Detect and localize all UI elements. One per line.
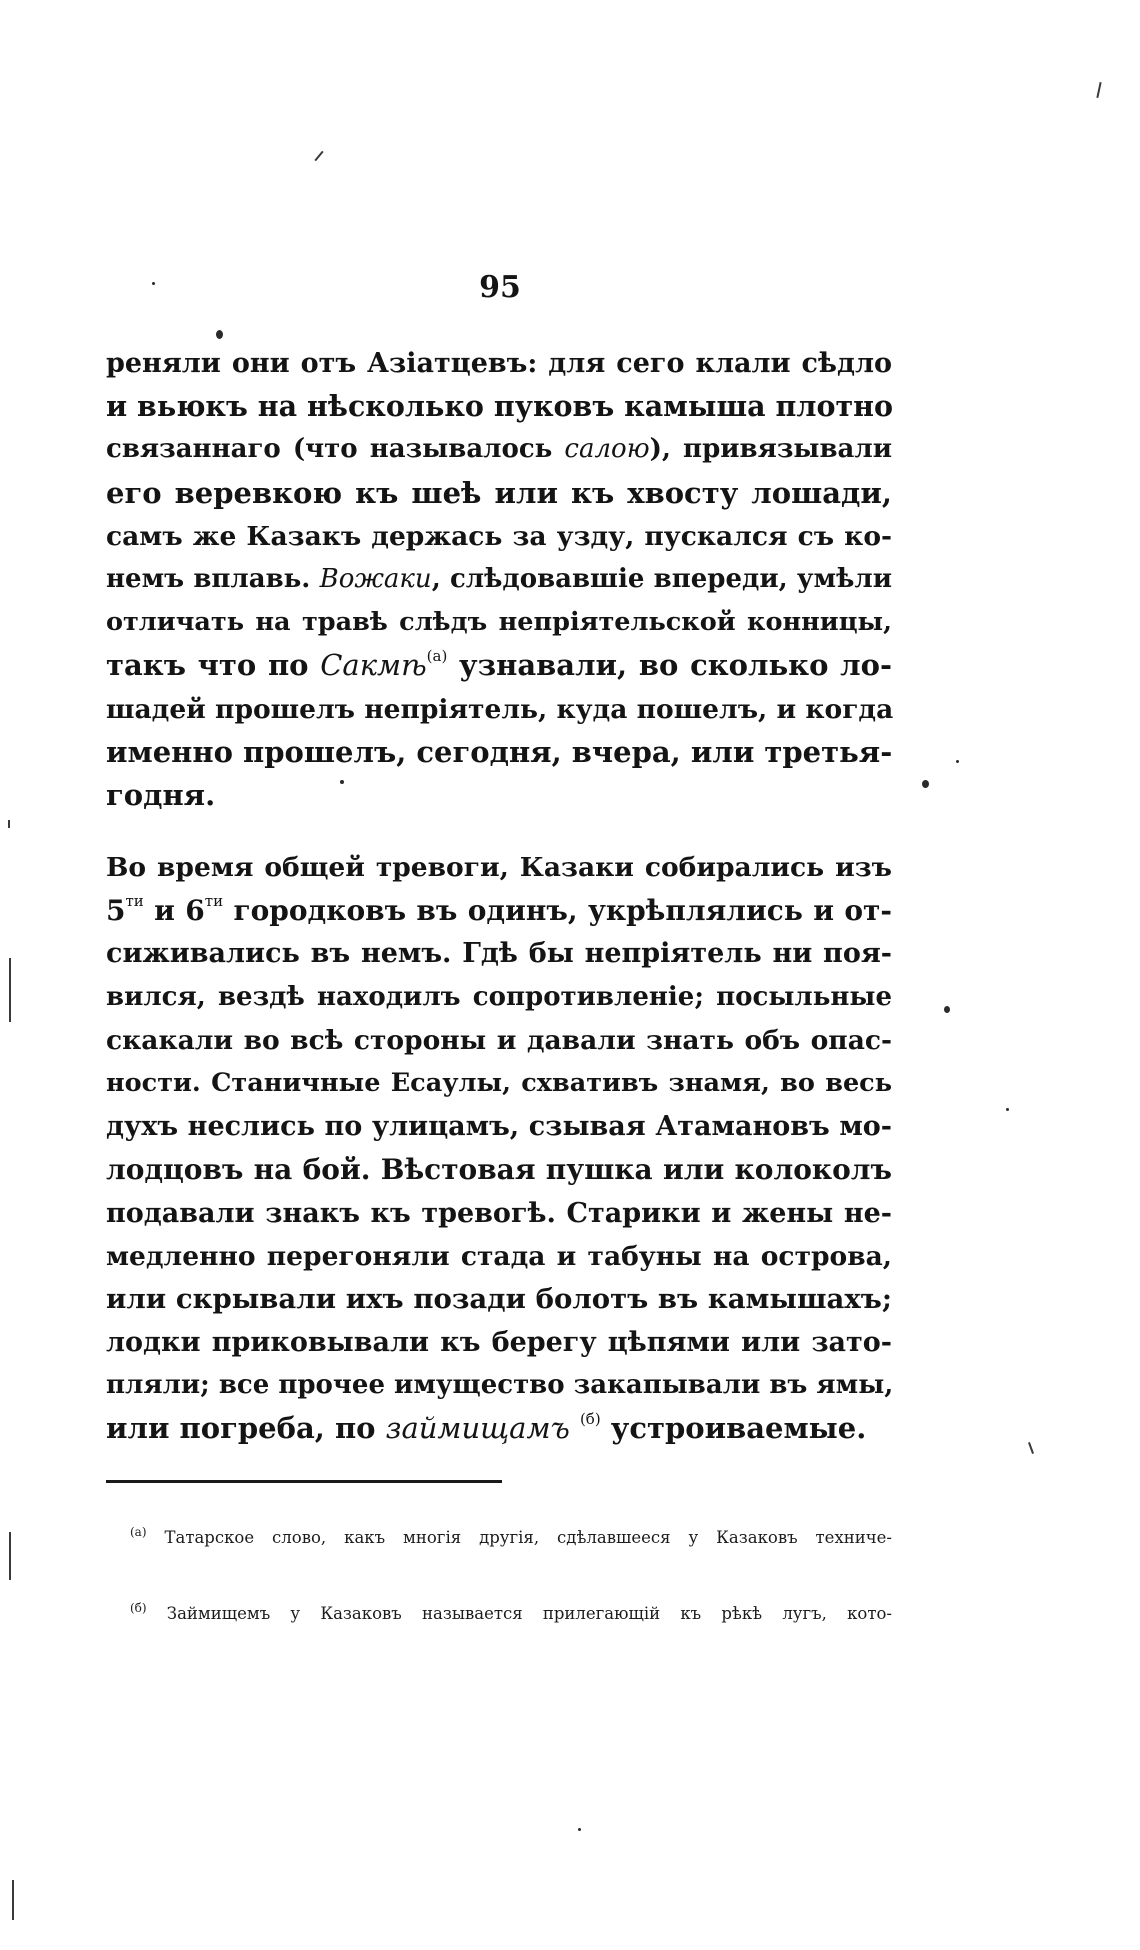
text-segment: подавали знакъ къ тревогѣ. Старики и жены не- — [106, 1197, 892, 1229]
text-segment: или погреба, по — [106, 1411, 386, 1446]
scan-mark — [1028, 1442, 1034, 1454]
text-segment: ), привязывали — [649, 434, 893, 465]
italic-term: займищамъ — [385, 1411, 570, 1446]
scan-speck — [216, 330, 223, 339]
scan-speck — [1006, 1108, 1009, 1111]
text-line — [106, 1192, 892, 1235]
text-segment: пляли; все прочее имущество закапывали въ ямы, — [106, 1370, 894, 1401]
text-segment: немъ вплавь. — [106, 563, 320, 594]
text-segment: сиживались въ немъ. Гдѣ бы непріятель ни поя- — [106, 938, 892, 970]
footnote-a-text-1: Татарское слово, какъ многія другія, сдѣлавшееся у Казаковъ техниче- — [146, 1528, 892, 1547]
text-segment: лодки приковывали къ берегу цѣпями или зато- — [106, 1327, 892, 1359]
footnote-separator-rule — [106, 1480, 502, 1483]
text-segment: шадей прошелъ непріятель, куда пошелъ, и когда — [106, 693, 894, 725]
footnote-reference: ти — [125, 892, 144, 911]
text-line — [106, 342, 892, 385]
footnote-b-mark: (б) — [130, 1601, 147, 1615]
text-segment: самъ же Казакъ держась за узду, пускался съ ко- — [106, 520, 892, 552]
footnote-reference: (а) — [426, 647, 448, 666]
text-line — [106, 1105, 892, 1148]
text-segment: или скрывали ихъ позади болотъ въ камышахъ; — [106, 1282, 892, 1315]
text-line — [106, 644, 892, 687]
footnote-a — [130, 1523, 892, 1583]
text-line — [106, 385, 892, 428]
text-segment: и 6 — [143, 894, 205, 928]
text-line — [106, 1407, 892, 1450]
footnote-b — [130, 1599, 892, 1659]
text-segment: лодцовъ на бой. Вѣстовая пушка или колоколъ — [106, 1153, 892, 1187]
scan-speck — [922, 780, 929, 788]
text-segment: скакали во всѣ стороны и давали знать объ опас- — [106, 1024, 892, 1056]
footnote-reference: ти — [204, 892, 224, 911]
text-line — [106, 731, 892, 774]
scan-mark — [314, 151, 323, 161]
text-segment: реняли они отъ Азіатцевъ: для сего клали сѣдло — [106, 348, 892, 379]
text-segment: , слѣдовавшіе впереди, умѣли — [431, 563, 893, 594]
text-line — [106, 932, 892, 975]
text-segment: его веревкою къ шеѣ или къ хвосту лошади, — [106, 475, 892, 510]
text-line — [106, 515, 892, 558]
scan-mark — [8, 820, 10, 828]
footnote-a-line-1 — [130, 1523, 892, 1553]
italic-term: Сакмѣ — [320, 648, 427, 683]
scan-mark — [1096, 82, 1101, 98]
text-segment: устроиваемые. — [600, 1411, 867, 1446]
text-segment: духъ неслись по улицамъ, сзывая Атамановъ мо- — [106, 1111, 892, 1143]
text-line — [106, 428, 892, 471]
text-line — [106, 558, 892, 601]
text-segment: городковъ въ одинъ, укрѣплялись и от- — [223, 894, 893, 928]
text-segment: вился, вездѣ находилъ сопротивленіе; посыльные — [106, 981, 892, 1012]
text-segment — [570, 1411, 580, 1445]
text-line — [106, 601, 892, 644]
footnote-reference: (б) — [579, 1410, 601, 1429]
text-line — [106, 889, 892, 932]
text-line — [106, 1278, 892, 1321]
scan-mark — [12, 1880, 14, 1920]
italic-term: салою — [564, 434, 650, 465]
text-line — [106, 1235, 892, 1278]
scan-speck — [956, 760, 959, 763]
footnote-b-text-1: Займищемъ у Казаковъ называется прилегающій къ рѣкѣ лугъ, кото- — [146, 1604, 892, 1623]
text-line — [106, 774, 892, 817]
scan-speck — [152, 282, 155, 285]
text-segment: связаннаго (что называлось — [106, 434, 565, 465]
text-line — [106, 1364, 892, 1407]
text-segment: и вьюкъ на нѣсколько пуковъ камыша плотно — [106, 389, 894, 424]
footnote-b-line-1 — [130, 1599, 892, 1629]
scan-mark — [9, 1532, 11, 1580]
italic-term: Вожаки — [319, 563, 432, 594]
paragraph-2 — [106, 846, 892, 1451]
text-line — [106, 1062, 892, 1105]
scan-speck — [944, 1006, 950, 1013]
text-line — [106, 688, 892, 731]
text-line — [106, 1321, 892, 1364]
text-segment: годня. — [106, 777, 216, 812]
text-line — [106, 846, 892, 889]
footnote-a-line-2 — [106, 1553, 892, 1583]
text-segment: ности. Станичные Есаулы, схвативъ знамя, во весь — [106, 1067, 892, 1098]
scan-speck — [340, 780, 344, 784]
text-line — [106, 1148, 892, 1191]
text-segment: 5 — [106, 894, 126, 928]
page-number: 95 — [479, 270, 521, 305]
footnote-a-mark: (а) — [130, 1525, 147, 1539]
text-segment: Во время общей тревоги, Казаки собирались изъ — [106, 852, 892, 883]
paragraph-1 — [106, 342, 892, 817]
footnote-b-line-2 — [106, 1629, 892, 1659]
text-line — [106, 472, 892, 515]
scan-speck — [578, 1828, 581, 1831]
scan-mark — [9, 958, 11, 1022]
text-segment: такъ что по — [106, 648, 321, 683]
text-segment: отличать на травѣ слѣдъ непріятельской конницы, — [106, 607, 892, 638]
text-line — [106, 976, 892, 1019]
text-line — [106, 1019, 892, 1062]
text-segment: именно прошелъ, сегодня, вчера, или третья- — [106, 734, 893, 769]
text-segment: узнавали, во сколько ло- — [447, 648, 892, 683]
text-segment: медленно перегоняли стада и табуны на острова, — [106, 1240, 892, 1272]
